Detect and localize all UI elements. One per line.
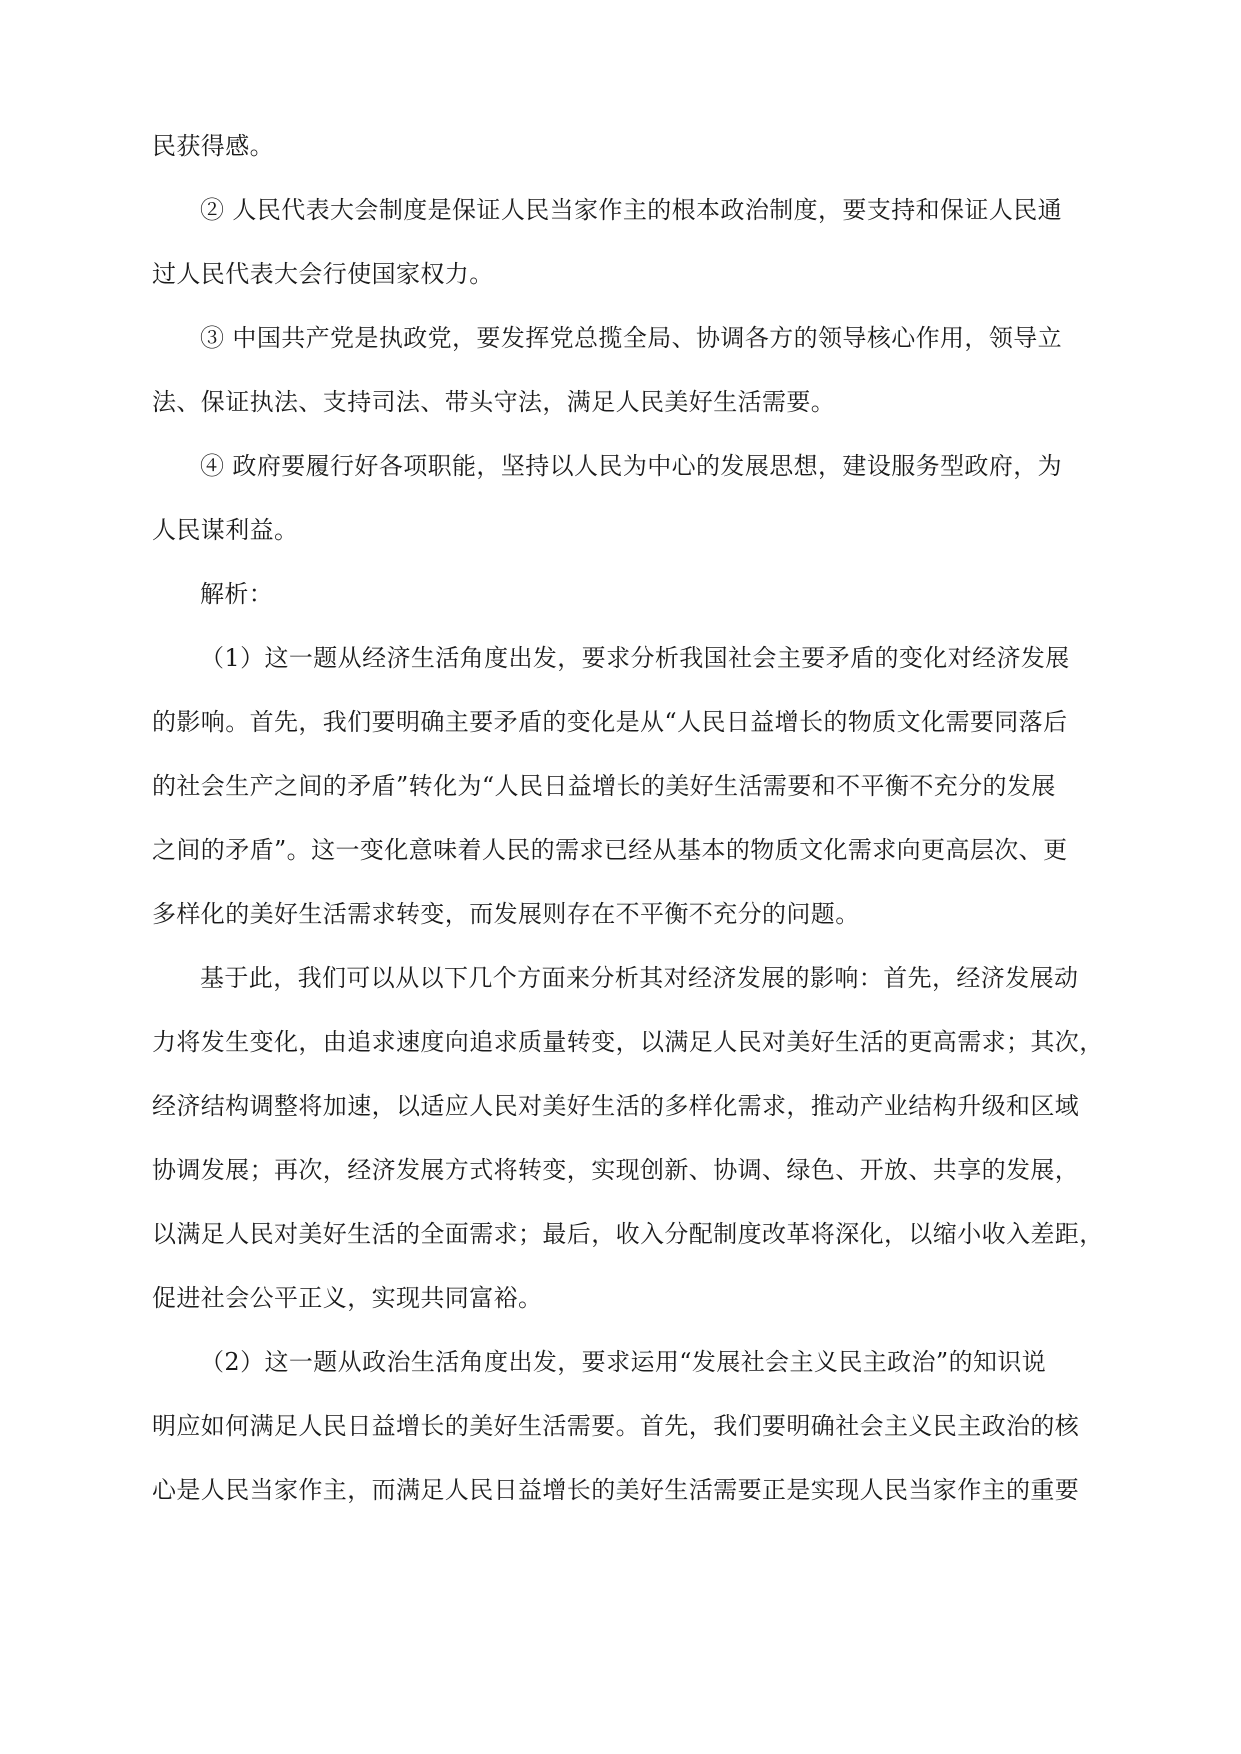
text-line: 法、保证执法、支持司法、带头守法，满足人民美好生活需要。	[152, 388, 836, 416]
text-line: ② 人民代表大会制度是保证人民当家作主的根本政治制度，要支持和保证人民通	[200, 196, 1063, 224]
text-line: 心是人民当家作主，而满足人民日益增长的美好生活需要正是实现人民当家作主的重要	[152, 1476, 1080, 1504]
text-line: 基于此，我们可以从以下几个方面来分析其对经济发展的影响：首先，经济发展动	[200, 964, 1079, 992]
text-line: 协调发展；再次，经济发展方式将转变，实现创新、协调、绿色、开放、共享的发展，	[152, 1156, 1080, 1184]
text-line: 民获得感。	[152, 132, 274, 160]
text-line: ④ 政府要履行好各项职能，坚持以人民为中心的发展思想，建设服务型政府，为	[200, 452, 1063, 480]
text-line: ③ 中国共产党是执政党，要发挥党总揽全局、协调各方的领导核心作用，领导立	[200, 324, 1063, 352]
text-line: （1）这一题从经济生活角度出发，要求分析我国社会主要矛盾的变化对经济发展	[200, 644, 1070, 672]
text-line: 人民谋利益。	[152, 516, 299, 544]
text-line: 的社会生产之间的矛盾”转化为“人民日益增长的美好生活需要和不平衡不充分的发展	[152, 772, 1056, 800]
text-line: 明应如何满足人民日益增长的美好生活需要。首先，我们要明确社会主义民主政治的核	[152, 1412, 1080, 1440]
text-line: 之间的矛盾”。这一变化意味着人民的需求已经从基本的物质文化需求向更高层次、更	[152, 836, 1068, 864]
text-line: 力将发生变化，由追求速度向追求质量转变，以满足人民对美好生活的更高需求；其次，	[152, 1028, 1104, 1056]
text-line: 促进社会公平正义，实现共同富裕。	[152, 1284, 543, 1312]
text-line: 经济结构调整将加速，以适应人民对美好生活的多样化需求，推动产业结构升级和区域	[152, 1092, 1080, 1120]
text-line: （2）这一题从政治生活角度出发，要求运用“发展社会主义民主政治”的知识说	[200, 1348, 1047, 1376]
section-heading: 解析：	[200, 580, 274, 608]
text-line: 以满足人民对美好生活的全面需求；最后，收入分配制度改革将深化，以缩小收入差距，	[152, 1220, 1104, 1248]
text-line: 的影响。首先，我们要明确主要矛盾的变化是从“人民日益增长的物质文化需要同落后	[152, 708, 1068, 736]
text-line: 过人民代表大会行使国家权力。	[152, 260, 494, 288]
text-line: 多样化的美好生活需求转变，而发展则存在不平衡不充分的问题。	[152, 900, 860, 928]
